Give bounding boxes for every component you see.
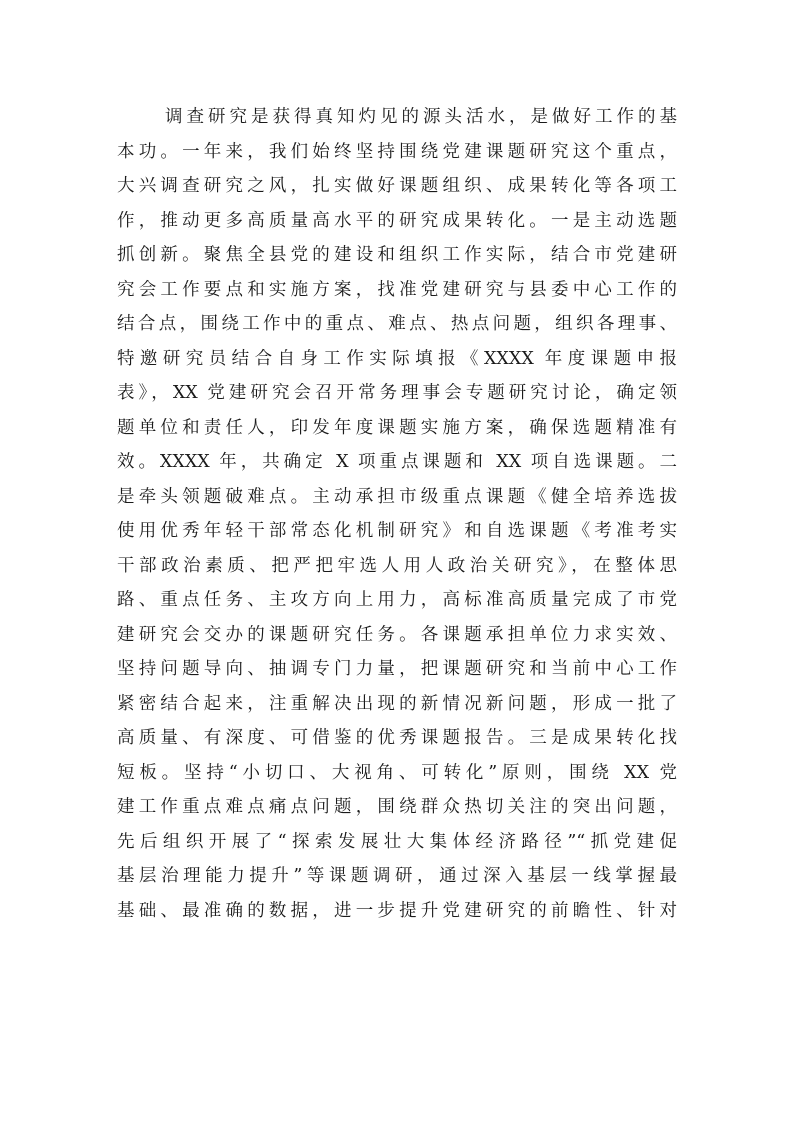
body-paragraph [117, 100, 677, 928]
text-line: 本功。一年来，我们始终坚持围绕党建课题研究这个重点， [117, 141, 677, 162]
text-line: 大兴调查研究之风，扎实做好课题组织、成果转化等各项工 [117, 176, 677, 196]
text-line: 是牵头领题破难点。主动承担市级重点课题《健全培养选拔 [117, 486, 677, 507]
text-line: 紧密结合起来，注重解决出现的新情况新问题，形成一批了 [117, 693, 677, 714]
text-line: 抓创新。聚焦全县党的建设和组织工作实际，结合市党建研 [117, 245, 677, 265]
text-line: 表》，XX 党建研究会召开常务理事会专题研究讨论，确定领 [117, 383, 677, 403]
text-line: 基础、最准确的数据，进一步提升党建研究的前瞻性、针对 [117, 900, 677, 921]
text-line: 建研究会交办的课题研究任务。各课题承担单位力求实效、 [117, 624, 677, 645]
text-line: 高质量、有深度、可借鉴的优秀课题报告。三是成果转化找 [117, 728, 677, 748]
text-line: 先后组织开展了“探索发展壮大集体经济路径”“抓党建促 [117, 831, 677, 852]
text-line: 坚持问题导向、抽调专门力量，把课题研究和当前中心工作 [117, 659, 677, 679]
text-line: 特邀研究员结合自身工作实际填报《XXXX 年度课题申报 [117, 348, 677, 369]
text-line: 结合点，围绕工作中的重点、难点、热点问题，组织各理事、 [117, 314, 677, 334]
text-line: 效。XXXX 年，共确定 X 项重点课题和 XX 项自选课题。二 [117, 452, 677, 472]
text-line: 基层治理能力提升”等课题调研，通过深入基层一线掌握最 [117, 866, 677, 886]
text-line: 路、重点任务、主攻方向上用力，高标准高质量完成了市党 [117, 590, 677, 610]
text-line: 建工作重点难点痛点问题，围绕群众热切关注的突出问题， [117, 797, 677, 817]
text-line: 作，推动更多高质量高水平的研究成果转化。一是主动选题 [117, 210, 677, 231]
text-line: 使用优秀年轻干部常态化机制研究》和自选课题《考准考实 [117, 521, 677, 541]
text-line: 题单位和责任人，印发年度课题实施方案，确保选题精准有 [117, 417, 677, 438]
text-line: 干部政治素质、把严把牢选人用人政治关研究》，在整体思 [117, 555, 677, 576]
text-line: 究会工作要点和实施方案，找准党建研究与县委中心工作的 [117, 279, 677, 300]
text-line: 调查研究是获得真知灼见的源头活水，是做好工作的基 [165, 107, 677, 127]
text-line: 短板。坚持“小切口、大视角、可转化”原则，围绕 XX 党 [117, 762, 677, 783]
